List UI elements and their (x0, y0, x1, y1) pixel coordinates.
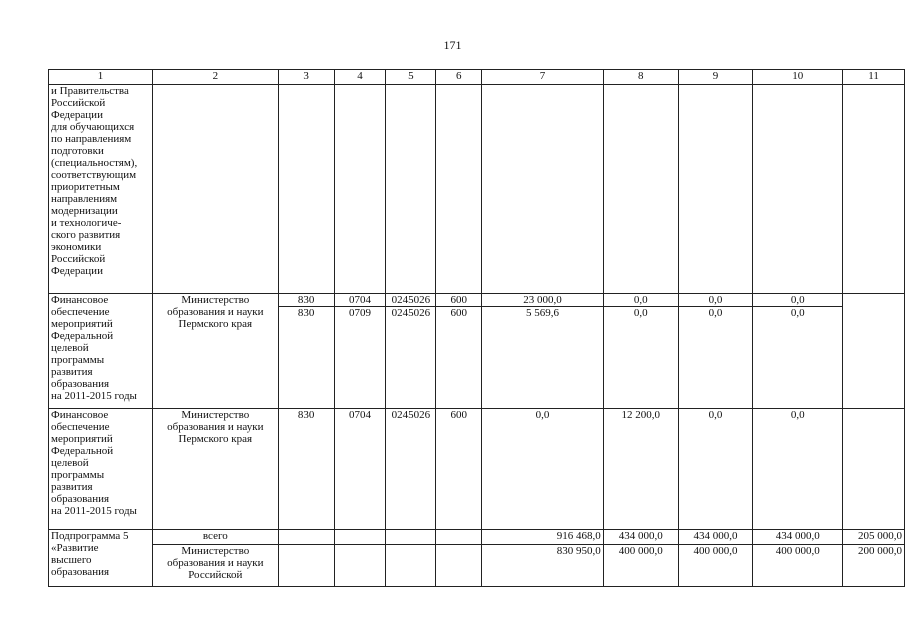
amount-cell: 205 000,0 (843, 530, 905, 545)
table-row (49, 530, 905, 545)
header-row (49, 70, 905, 85)
header-cell: 4 (334, 70, 386, 85)
amount-cell: 0,0 0,0 (753, 294, 843, 409)
amount-cell: 434 000,0 (753, 530, 843, 545)
table-row (49, 85, 905, 294)
description-cell: Финансовое обеспечение мероприятий Федеральной целевой программы развития образования на 2011-2015 годы (49, 294, 153, 409)
code-cell: 0245026 (386, 409, 436, 530)
amount-cell: 434 000,0 (603, 530, 678, 545)
header-cell: 8 (603, 70, 678, 85)
description-cell: Подпрограмма 5 «Развитие высшего образования (49, 530, 153, 587)
ministry-cell: Министерство образования и науки Пермского края (152, 294, 278, 409)
amount-cell: 200 000,0 (843, 545, 905, 587)
table-row (49, 409, 905, 530)
amount-cell: 0,0 0,0 (678, 294, 753, 409)
code-cell: 0245026 0245026 (386, 294, 436, 409)
amount-cell: 0,0 0,0 (603, 294, 678, 409)
amount-cell: 400 000,0 (603, 545, 678, 587)
table-row (49, 545, 905, 587)
amount-cell: 434 000,0 (678, 530, 753, 545)
amount-cell: 0,0 (482, 409, 604, 530)
description-cell: и Правительства Российской Федерации для обучающихся по направлениям подготовки (специальностям), соответствующим приоритетным направлениям модернизации и технологиче- ского развития экономики Российской Федерации (49, 85, 153, 294)
budget-table (48, 69, 905, 587)
amount-cell: 400 000,0 (753, 545, 843, 587)
header-cell: 11 (843, 70, 905, 85)
header-cell: 1 (49, 70, 153, 85)
ministry-cell: всего (152, 530, 278, 545)
amount-cell: 23 000,0 5 569,6 (482, 294, 604, 409)
amount-cell: 400 000,0 (678, 545, 753, 587)
header-cell: 3 (278, 70, 334, 85)
header-cell: 7 (482, 70, 604, 85)
table-row (49, 294, 905, 409)
code-cell: 0704 (334, 409, 386, 530)
amount-cell: 0,0 (753, 409, 843, 530)
code-cell: 830 (278, 409, 334, 530)
page-number: 171 (443, 38, 462, 52)
description-cell: Финансовое обеспечение мероприятий Федеральной целевой программы развития образования на 2011-2015 годы (49, 409, 153, 530)
header-cell: 9 (678, 70, 753, 85)
header-cell: 5 (386, 70, 436, 85)
ministry-cell: Министерство образования и науки Пермского края (152, 409, 278, 530)
amount-cell: 830 950,0 (482, 545, 604, 587)
header-cell: 2 (152, 70, 278, 85)
header-cell: 10 (753, 70, 843, 85)
code-cell: 0704 0709 (334, 294, 386, 409)
code-cell: 600 (436, 409, 482, 530)
amount-cell: 12 200,0 (603, 409, 678, 530)
ministry-cell: Министерство образования и науки Российской (152, 545, 278, 587)
code-cell: 600 600 (436, 294, 482, 409)
amount-cell: 916 468,0 (482, 530, 604, 545)
code-cell: 830 830 (278, 294, 334, 409)
amount-cell: 0,0 (678, 409, 753, 530)
header-cell: 6 (436, 70, 482, 85)
